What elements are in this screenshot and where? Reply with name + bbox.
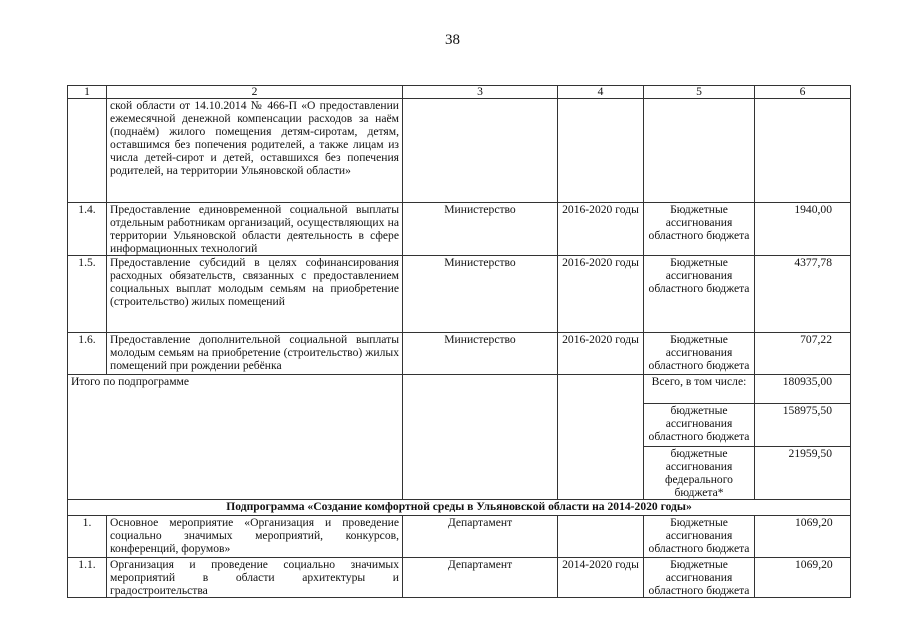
section-title: Подпрограмма «Создание комфортной среды в Ульяновской области на 2014-2020 годы»	[68, 500, 851, 516]
measure-name: Предоставление единовременной социальной выплаты отдельным работникам организаций, осуществляющих на территории Ульяновской области деятельность в сфере информационных технологий	[107, 203, 403, 256]
executor: Департамент	[403, 516, 558, 558]
years: 2016-2020 годы	[558, 256, 644, 333]
row-number: 1.1.	[68, 558, 107, 598]
section-row	[68, 500, 851, 516]
total-label: Итого по подпрограмме	[68, 375, 403, 500]
executor: Министерство	[403, 203, 558, 256]
years: 2016-2020 годы	[558, 203, 644, 256]
header-cell: 1	[68, 86, 107, 99]
program-table	[67, 85, 851, 598]
amount: 180935,00	[755, 375, 851, 404]
header-cell: 6	[755, 86, 851, 99]
funding-source: бюджетные ассигнования федерального бюджета*	[644, 447, 755, 500]
row-number: 1.4.	[68, 203, 107, 256]
header-cell: 5	[644, 86, 755, 99]
funding-source: Бюджетные ассигнования областного бюджета	[644, 516, 755, 558]
funding-source: Бюджетные ассигнования областного бюджета	[644, 333, 755, 375]
table-row	[68, 256, 851, 333]
table-row	[68, 203, 851, 256]
measure-name: ской области от 14.10.2014 № 466-П «О предоставлении ежемесячной денежной компенсации расходов за наём (поднаём) жилого помещения детям-сиротам, детям, оставшимся без попечения родителей, а также лицам из числа детей-сирот и детей, оставшихся без попечения родителей, на территории Ульяновской области»	[107, 99, 403, 203]
page-number: 38	[445, 32, 460, 48]
row-number: 1.6.	[68, 333, 107, 375]
funding-source: Всего, в том числе:	[644, 375, 755, 404]
amount: 707,22	[755, 333, 851, 375]
funding-source: Бюджетные ассигнования областного бюджета	[644, 203, 755, 256]
header-cell: 4	[558, 86, 644, 99]
executor: Департамент	[403, 558, 558, 598]
measure-name: Основное мероприятие «Организация и проведение социально значимых мероприятий, конкурсов, конференций, форумов»	[107, 516, 403, 558]
row-number: 1.5.	[68, 256, 107, 333]
table-row	[68, 516, 851, 558]
measure-name: Организация и проведение социально значимых мероприятий в области архитектуры и градостроительства	[107, 558, 403, 598]
table-row	[68, 333, 851, 375]
amount: 158975,50	[755, 404, 851, 447]
amount: 1069,20	[755, 516, 851, 558]
measure-name: Предоставление дополнительной социальной выплаты молодым семьям на приобретение (строительство) жилых помещений при рождении ребёнка	[107, 333, 403, 375]
executor: Министерство	[403, 256, 558, 333]
years	[558, 516, 644, 558]
header-cell: 2	[107, 86, 403, 99]
years: 2014-2020 годы	[558, 558, 644, 598]
table-row	[68, 99, 851, 203]
funding-source: бюджетные ассигнования областного бюджета	[644, 404, 755, 447]
row-number: 1.	[68, 516, 107, 558]
executor: Министерство	[403, 333, 558, 375]
amount: 21959,50	[755, 447, 851, 500]
header-cell: 3	[403, 86, 558, 99]
funding-source: Бюджетные ассигнования областного бюджета	[644, 558, 755, 598]
total-row	[68, 375, 851, 404]
table-row	[68, 558, 851, 598]
amount: 4377,78	[755, 256, 851, 333]
header-row	[68, 86, 851, 99]
amount: 1940,00	[755, 203, 851, 256]
years: 2016-2020 годы	[558, 333, 644, 375]
amount: 1069,20	[755, 558, 851, 598]
funding-source: Бюджетные ассигнования областного бюджета	[644, 256, 755, 333]
measure-name: Предоставление субсидий в целях софинансирования расходных обязательств, связанных с предоставлением социальных выплат молодым семьям на приобретение (строительство) жилых помещений	[107, 256, 403, 333]
